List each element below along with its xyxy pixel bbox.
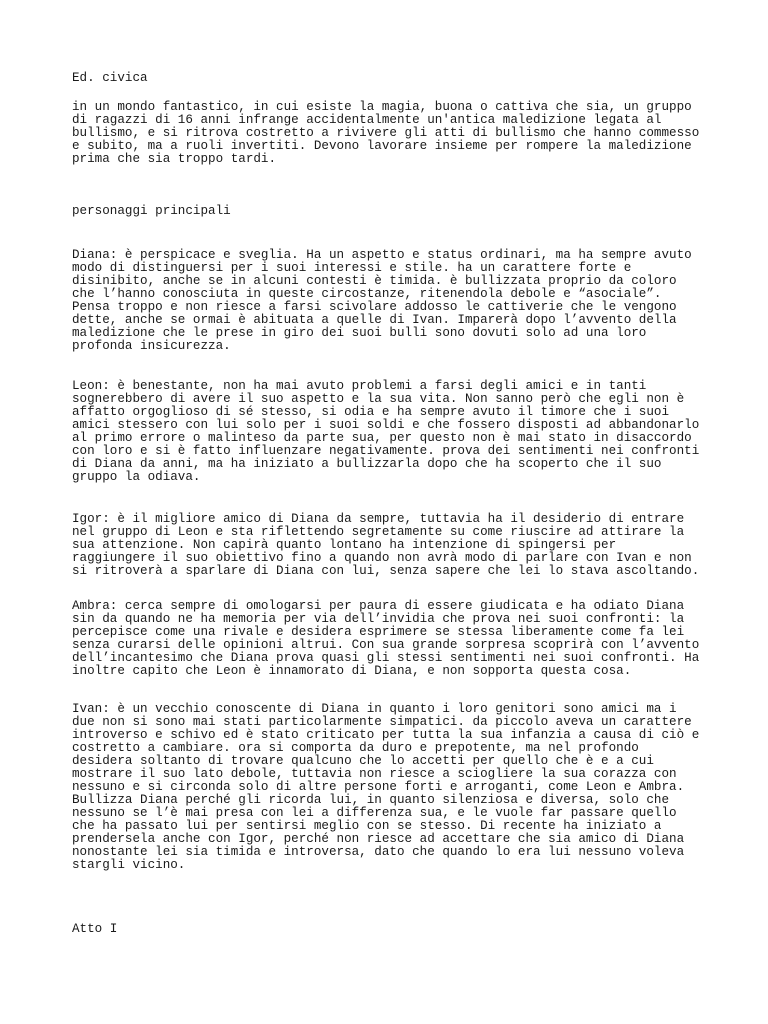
document-heading: Ed. civica (72, 71, 148, 85)
act-title: Atto I (72, 922, 118, 936)
intro-paragraph: in un mondo fantastico, in cui esiste la magia, buona o cattiva che sia, un gruppo di ragazzi di 16 anni infrange accidentalmente un'antica maledizione legata al bullismo, e si ritrova costretto a rivivere gli atti di bullismo che hanno commesso e subito, ma a ruoli invertiti. Devono lavorare insieme per rompere la maledizione prima che sia troppo tardi. (72, 100, 700, 166)
character-diana: Diana: è perspicace e sveglia. Ha un aspetto e status ordinari, ma ha sempre avuto modo di distinguersi per i suoi interessi e stile. ha un carattere forte e disinibito, anche se in alcuni contesti è timida. è bullizzata proprio da coloro che l’hanno conosciuta in queste circostanze, ritenendola debole e “asociale”. Pensa troppo e non riesce a farsi scivolare addosso le cattiverie che le vengono dette, anche se ormai è abituata a quelle di Ivan. Imparerà dopo l’avvento della maledizione che le prese in giro dei suoi bulli sono dovuti solo ad una loro profonda insicurezza. (72, 248, 692, 353)
character-ambra: Ambra: cerca sempre di omologarsi per paura di essere giudicata e ha odiato Diana sin da quando ne ha memoria per via dell’invidia che prova nei suoi confronti: la percepisce come una rivale e desidera esprimere se stessa liberamente come fa lei senza curarsi delle opinioni altrui. Con sua grande sorpresa scoprirà con l’avvento dell’incantesimo che Diana prova quasi gli stessi sentimenti nei suoi confronti. Ha inoltre capito che Leon è innamorato di Diana, e non sopporta questa cosa. (72, 599, 700, 678)
section-title: personaggi principali (72, 204, 231, 218)
character-ivan: Ivan: è un vecchio conoscente di Diana in quanto i loro genitori sono amici ma i due non si sono mai stati particolarmente simpatici. da piccolo aveva un carattere introverso e schivo ed è stato criticato per tutta la sua infanzia a causa di ciò e costretto a cambiare. ora si comporta da duro e prepotente, ma nel profondo desidera soltanto di trovare qualcuno che lo accetti per quello che è e a cui mostrare il suo lato debole, tuttavia non riesce a sciogliere la sua corazza con nessuno e si circonda solo di altre persone forti e arroganti, come Leon e Ambra. Bullizza Diana perché gli ricorda lui, in quanto silenziosa e diversa, solo che nessuno se l’è mai presa con lei a differenza sua, e le vuole far passare quello che ha passato lui per sentirsi meglio con se stesso. Di recente ha iniziato a prendersela anche con Igor, perché non riesce ad accettare che sia amico di Diana nonostante lei sia timida e introversa, dato che quando lo era lui nessuno voleva stargli vicino. (72, 702, 700, 872)
character-leon: Leon: è benestante, non ha mai avuto problemi a farsi degli amici e in tanti sognerebbero di avere il suo aspetto e la sua vita. Non sanno però che egli non è affatto orgoglioso di sé stesso, si odia e ha sempre avuto il timore che i suoi amici stessero con lui solo per i suoi soldi e che fossero disposti ad abbandonarlo al primo errore o malinteso da parte sua, per questo non è mai stato in disaccordo con loro e si è fatto influenzare negativamente. prova dei sentimenti nei confronti di Diana da anni, ma ha iniziato a bullizzarla dopo che ha scoperto che il suo gruppo la odiava. (72, 379, 700, 484)
character-igor: Igor: è il migliore amico di Diana da sempre, tuttavia ha il desiderio di entrare nel gruppo di Leon e sta riflettendo segretamente su come riuscire ad attirare la sua attenzione. Non capirà quanto lontano ha intenzione di spingersi per raggiungere il suo obiettivo fino a quando non avrà modo di parlare con Ivan e non si ritroverà a sparlare di Diana con lui, senza sapere che lei lo stava ascoltando. (72, 512, 700, 578)
